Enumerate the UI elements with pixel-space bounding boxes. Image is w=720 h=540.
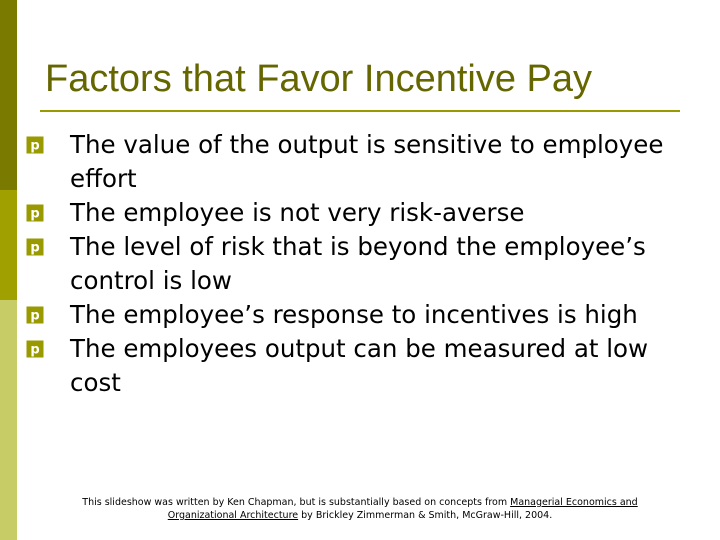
bullet-text: The employee is not very risk-averse bbox=[70, 198, 525, 227]
side-bar-mid bbox=[0, 190, 17, 300]
square-bullet-icon bbox=[26, 238, 44, 256]
svg-text:p: p bbox=[30, 240, 40, 256]
side-bar-light bbox=[0, 300, 17, 540]
bullet-text: The employees output can be measured at low cost bbox=[70, 334, 649, 397]
title-underline bbox=[40, 110, 680, 112]
side-bar-dark bbox=[0, 0, 17, 190]
bullet-item bbox=[26, 298, 686, 332]
footer-text-end: by Brickley Zimmerman & Smith, McGraw-Hill, 2004. bbox=[298, 510, 553, 521]
square-bullet-icon bbox=[26, 136, 44, 154]
book-title: Managerial Economics and Organizational Architecture bbox=[167, 497, 638, 521]
svg-text:p: p bbox=[30, 342, 40, 358]
bullet-text: The level of risk that is beyond the employee’s control is low bbox=[70, 232, 646, 295]
bullet-item bbox=[26, 128, 686, 196]
bullet-list bbox=[26, 128, 686, 400]
bullet-text: The employee’s response to incentives is high bbox=[70, 300, 638, 329]
slide-title: Factors that Favor Incentive Pay bbox=[45, 58, 593, 100]
square-bullet-icon bbox=[26, 340, 44, 358]
svg-text:p: p bbox=[30, 206, 40, 222]
svg-text:p: p bbox=[30, 138, 40, 154]
bullet-item bbox=[26, 230, 686, 298]
footer-text: This slideshow was written by Ken Chapman, but is substantially based on concepts from bbox=[82, 497, 511, 508]
footer-credit bbox=[60, 496, 660, 522]
bullet-item bbox=[26, 332, 686, 400]
bullet-item bbox=[26, 196, 686, 230]
bullet-text: The value of the output is sensitive to employee effort bbox=[70, 130, 664, 193]
square-bullet-icon bbox=[26, 306, 44, 324]
svg-text:p: p bbox=[30, 308, 40, 324]
square-bullet-icon bbox=[26, 204, 44, 222]
